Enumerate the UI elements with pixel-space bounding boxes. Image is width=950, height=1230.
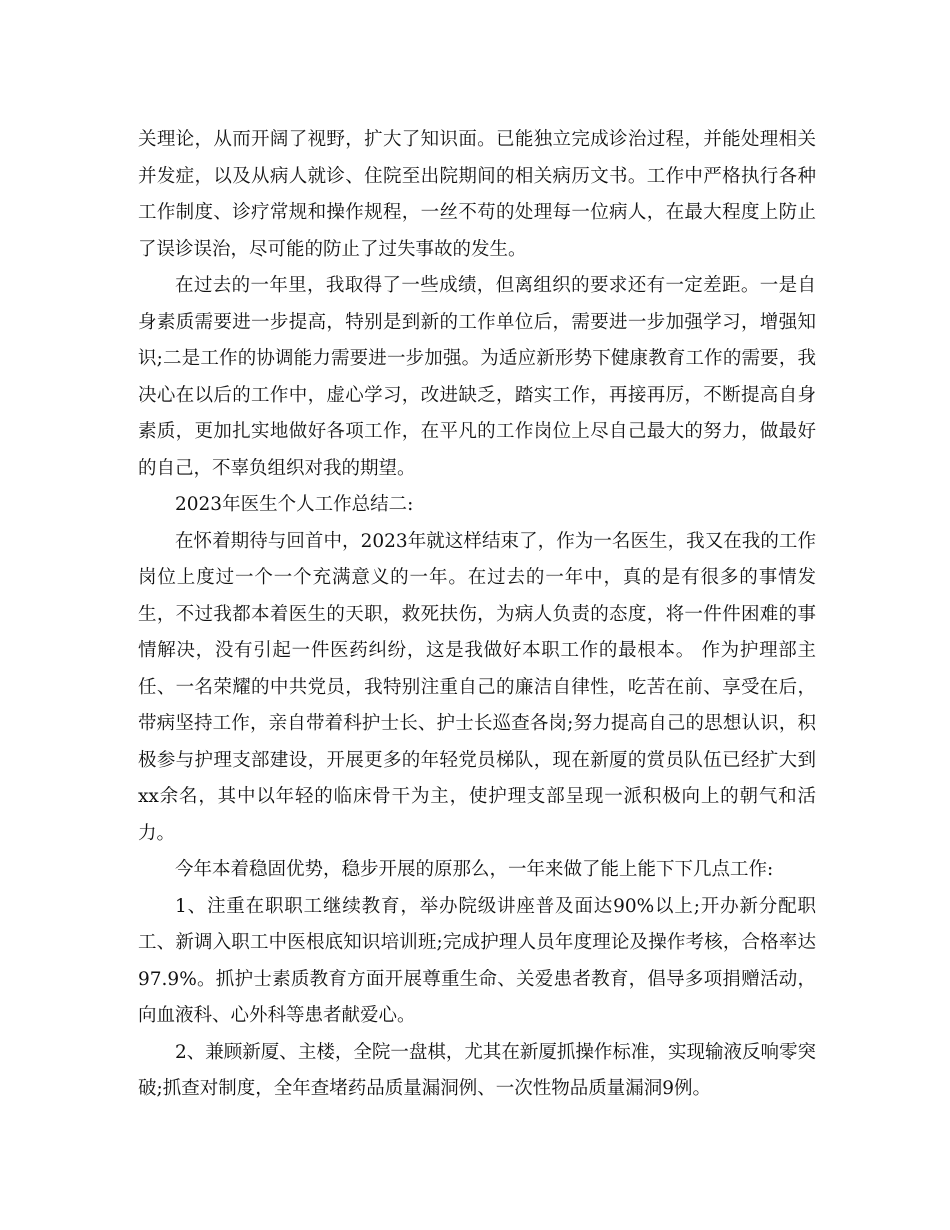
paragraph-1: 关理论，从而开阔了视野，扩大了知识面。已能独立完成诊治过程，并能处理相关并发症，以及从病人就诊、住院至出院期间的相关病历文书。工作中严格执行各种工作制度、诊疗常规和操作规程，一丝不苟的处理每一位病人，在最大程度上防止了误诊误治，尽可能的防止了过失事故的发生。: [138, 129, 816, 260]
list-item-2: 2、兼顾新厦、主楼，全院一盘棋，尤其在新厦抓操作标准，实现输液反响零突破;抓查对制度，全年查堵药品质量漏洞例、一次性物品质量漏洞9例。: [138, 1041, 816, 1099]
paragraph-2: 在过去的一年里，我取得了一些成绩，但离组织的要求还有一定差距。一是自身素质需要进一步提高，特别是到新的工作单位后，需要进一步加强学习，增强知识;二是工作的协调能力需要进一步加强。为适应新形势下健康教育工作的需要，我决心在以后的工作中，虚心学习，改进缺乏，踏实工作，再接再厉，不断提高自身素质，更加扎实地做好各项工作，在平凡的工作岗位上尽自己最大的努力，做最好的自己，不辜负组织对我的期望。: [138, 275, 816, 479]
document-page: [138, 122, 816, 1108]
paragraph-4: 今年本着稳固优势，稳步开展的原那么，一年来做了能上能下下几点工作:: [175, 859, 774, 880]
paragraph-3: 在怀着期待与回首中，2023年就这样结束了，作为一名医生，我又在我的工作岗位上度过一个一个充满意义的一年。在过去的一年中，真的是有很多的事情发生，不过我都本着医生的天职，救死扶伤，为病人负责的态度，将一件件困难的事情解决，没有引起一件医药纠纷，这是我做好本职工作的最根本。 作为护理部主任、一名荣耀的中共党员，我特别注重自己的廉洁自律性，吃苦在前、享受在后，带病坚持工作，亲自带着科护士长、护士长巡查各岗;努力提高自己的思想认识，积极参与护理支部建设，开展更多的年轻党员梯队，现在新厦的赏员队伍已经扩大到xx余名，其中以年轻的临床骨干为主，使护理支部呈现一派积极向上的朝气和活力。: [138, 530, 816, 844]
list-item-1: 1、注重在职职工继续教育，举办院级讲座普及面达90%以上;开办新分配职工、新调入职工中医根底知识培训班;完成护理人员年度理论及操作考核，合格率达97.9%。抓护士素质教育方面开展尊重生命、关爱患者教育，倡导多项捐赠活动，向血液科、心外科等患者献爱心。: [138, 895, 816, 1026]
section-heading: 2023年医生个人工作总结二:: [175, 494, 414, 515]
